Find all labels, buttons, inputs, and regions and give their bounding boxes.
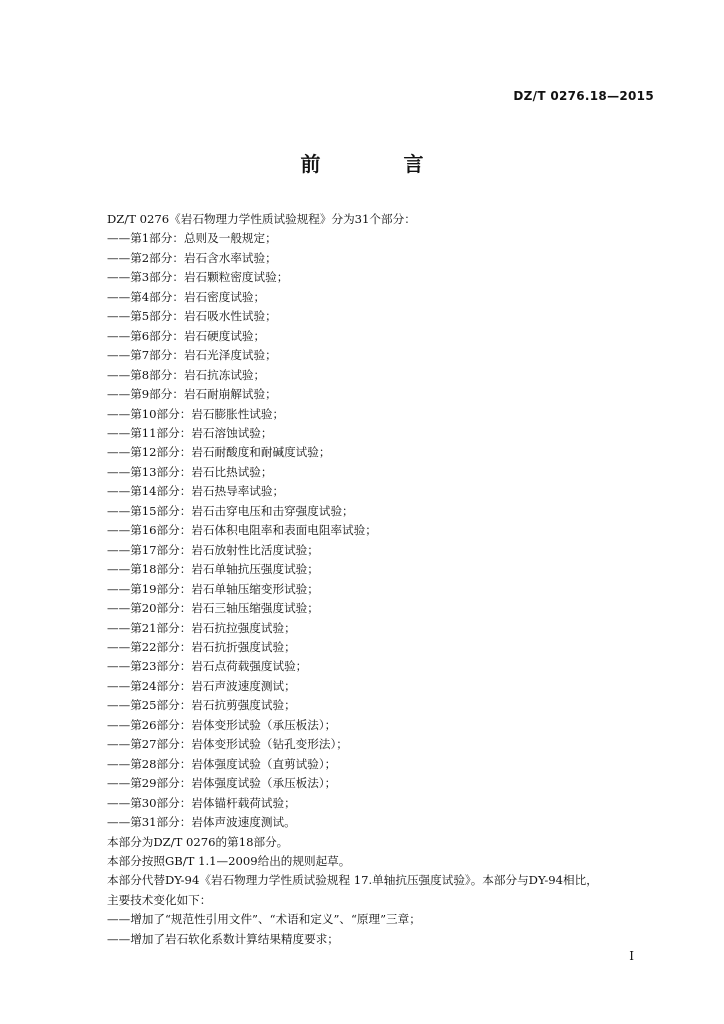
parts-list xyxy=(107,229,667,832)
part-list-item: ——第25部分：岩石抗剪强度试验； xyxy=(107,698,296,713)
body-paragraph: 本部分代替DY-94《岩石物理力学性质试验规程 17.单轴抗压强度试验》。本部分与DY-94相比， xyxy=(107,873,598,888)
part-list-item: ——第31部分：岩体声波速度测试。 xyxy=(107,815,296,830)
part-list-item: ——第29部分：岩体强度试验（承压板法）； xyxy=(107,776,337,791)
foreword-body xyxy=(107,210,667,949)
part-list-item: ——第21部分：岩石抗拉强度试验； xyxy=(107,620,296,635)
page-title: 前 言 xyxy=(300,152,462,176)
part-list-item: ——第20部分：岩石三轴压缩强度试验； xyxy=(107,601,319,616)
part-list-item: ——第14部分：岩石热导率试验； xyxy=(107,484,285,499)
part-list-item: ——第6部分：岩石硬度试验； xyxy=(107,328,266,343)
body-paragraph: 本部分按照GB/T 1.1—2009给出的规则起草。 xyxy=(107,853,351,868)
part-list-item: ——第17部分：岩石放射性比活度试验； xyxy=(107,542,319,557)
part-list-item: ——第15部分：岩石击穿电压和击穿强度试验； xyxy=(107,503,354,518)
part-list-item: ——第2部分：岩石含水率试验； xyxy=(107,250,277,265)
body-paragraph: 本部分为DZ/T 0276的第18部分。 xyxy=(107,834,289,849)
part-list-item: ——第26部分：岩体变形试验（承压板法）； xyxy=(107,717,337,732)
part-list-item: ——第27部分：岩体变形试验（钻孔变形法）； xyxy=(107,737,348,752)
part-list-item: ——第22部分：岩石抗折强度试验； xyxy=(107,639,296,654)
part-list-item: ——第13部分：岩石比热试验； xyxy=(107,464,273,479)
part-list-item: ——第19部分：岩石单轴压缩变形试验； xyxy=(107,581,319,596)
part-list-item: ——第23部分：岩石点荷载强度试验； xyxy=(107,659,308,674)
part-list-item: ——第9部分：岩石耐崩解试验； xyxy=(107,387,277,402)
paragraph-list xyxy=(107,833,667,950)
page-number: I xyxy=(629,949,634,963)
part-list-item: ——第7部分：岩石光泽度试验； xyxy=(107,348,277,363)
part-list-item: ——第16部分：岩石体积电阻率和表面电阻率试验； xyxy=(107,523,377,538)
intro-line: DZ/T 0276《岩石物理力学性质试验规程》分为31个部分： xyxy=(107,212,416,226)
part-list-item: ——第8部分：岩石抗冻试验； xyxy=(107,367,266,382)
part-list-item: ——第12部分：岩石耐酸度和耐碱度试验； xyxy=(107,445,331,460)
part-list-item: ——第4部分：岩石密度试验； xyxy=(107,289,266,304)
part-list-item: ——第28部分：岩体强度试验（直剪试验）； xyxy=(107,756,337,771)
part-list-item: ——第30部分：岩体锚杆载荷试验； xyxy=(107,795,296,810)
part-list-item: ——第24部分：岩石声波速度测试； xyxy=(107,678,296,693)
body-paragraph: 主要技术变化如下： xyxy=(107,892,212,907)
part-list-item: ——第5部分：岩石吸水性试验； xyxy=(107,309,277,324)
part-list-item: ——第1部分：总则及一般规定； xyxy=(107,231,277,246)
part-list-item: ——第10部分：岩石膨胀性试验； xyxy=(107,406,285,421)
body-paragraph: ——增加了“规范性引用文件”、“术语和定义”、“原理”三章； xyxy=(107,912,421,927)
body-paragraph: ——增加了岩石软化系数计算结果精度要求； xyxy=(107,931,339,946)
part-list-item: ——第3部分：岩石颗粒密度试验； xyxy=(107,270,289,285)
standard-code-header: DZ/T 0276.18—2015 xyxy=(513,89,654,103)
part-list-item: ——第18部分：岩石单轴抗压强度试验； xyxy=(107,562,319,577)
part-list-item: ——第11部分：岩石溶蚀试验； xyxy=(107,425,273,440)
